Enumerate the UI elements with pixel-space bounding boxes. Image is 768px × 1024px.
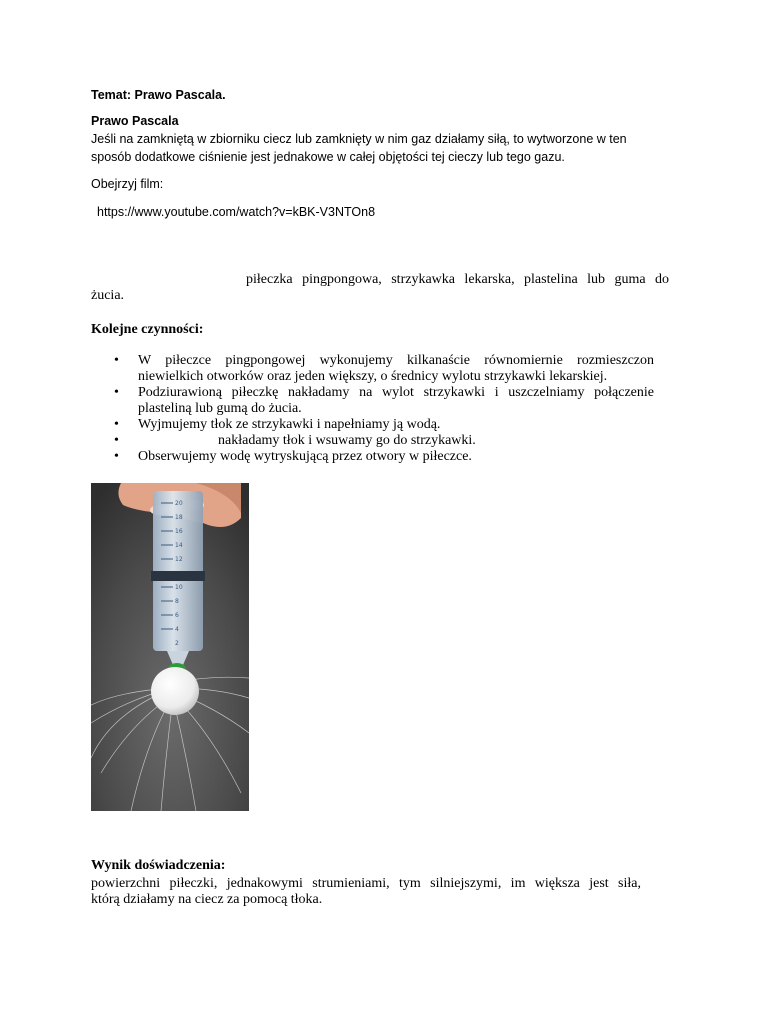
topic-title: Temat: Prawo Pascala.: [91, 88, 226, 102]
step-line: • nakładamy tłok i wsuwamy go do strzykawki.: [218, 433, 476, 448]
list-item: [114, 449, 654, 465]
list-item: [114, 433, 654, 449]
law-heading: Prawo Pascala: [91, 114, 179, 128]
materials-line: piłeczka pingpongowa, strzykawka lekarska, plastelina lub guma do: [246, 272, 669, 287]
scale-label: 2: [175, 640, 179, 647]
scale-label: 18: [175, 514, 183, 521]
scale-label: 8: [175, 598, 179, 605]
result-line: którą działamy na ciecz za pomocą tłoka.: [91, 892, 323, 907]
result-line: powierzchni piłeczki, jednakowymi strumieniami, tym silniejszymi, im większa jest siła,: [91, 876, 641, 891]
scale-label: 10: [175, 584, 183, 591]
list-item: [114, 417, 654, 433]
list-item: [114, 353, 654, 385]
film-label: Obejrzyj film:: [91, 177, 164, 191]
step-line: plasteliną lub gumą do żucia.: [138, 401, 302, 416]
scale-label: 20: [175, 500, 183, 507]
steps-list: [114, 353, 654, 465]
scale-label: 12: [175, 556, 183, 563]
scale-label: 6: [175, 612, 179, 619]
step-line: • Podziurawioną piłeczkę nakładamy na wylot strzykawki i uszczelniamy połączenie: [138, 385, 654, 400]
step-line: • W piłeczce pingpongowej wykonujemy kilkanaście równomiernie rozmieszczon: [138, 353, 654, 368]
scale-label: 14: [175, 542, 183, 549]
scale-label: 16: [175, 528, 183, 535]
step-line: niewielkich otworków oraz jeden większy, o średnicy wylotu strzykawki lekarskiej.: [138, 369, 608, 384]
experiment-photo: [91, 483, 249, 811]
scale-label: 4: [175, 626, 179, 633]
result-heading: Wynik doświadczenia:: [91, 858, 226, 873]
step-line: • Wyjmujemy tłok ze strzykawki i napełniamy ją wodą.: [138, 417, 441, 432]
law-text-line: Jeśli na zamkniętą w zbiorniku ciecz lub zamknięty w nim gaz działamy siłą, to wytworzone w ten: [91, 132, 627, 146]
law-text-line: sposób dodatkowe ciśnienie jest jednakowe w całej objętości tej cieczy lub tego gazu.: [91, 150, 565, 164]
steps-heading: Kolejne czynności:: [91, 322, 204, 337]
list-item: [114, 385, 654, 417]
materials-line: żucia.: [91, 288, 125, 303]
film-link[interactable]: https://www.youtube.com/watch?v=kBK-V3NTOn8: [97, 205, 376, 219]
step-line: • Obserwujemy wodę wytryskującą przez otwory w piłeczce.: [138, 449, 472, 464]
law-text: [91, 130, 691, 166]
syringe-ball-illustration: [91, 483, 249, 811]
